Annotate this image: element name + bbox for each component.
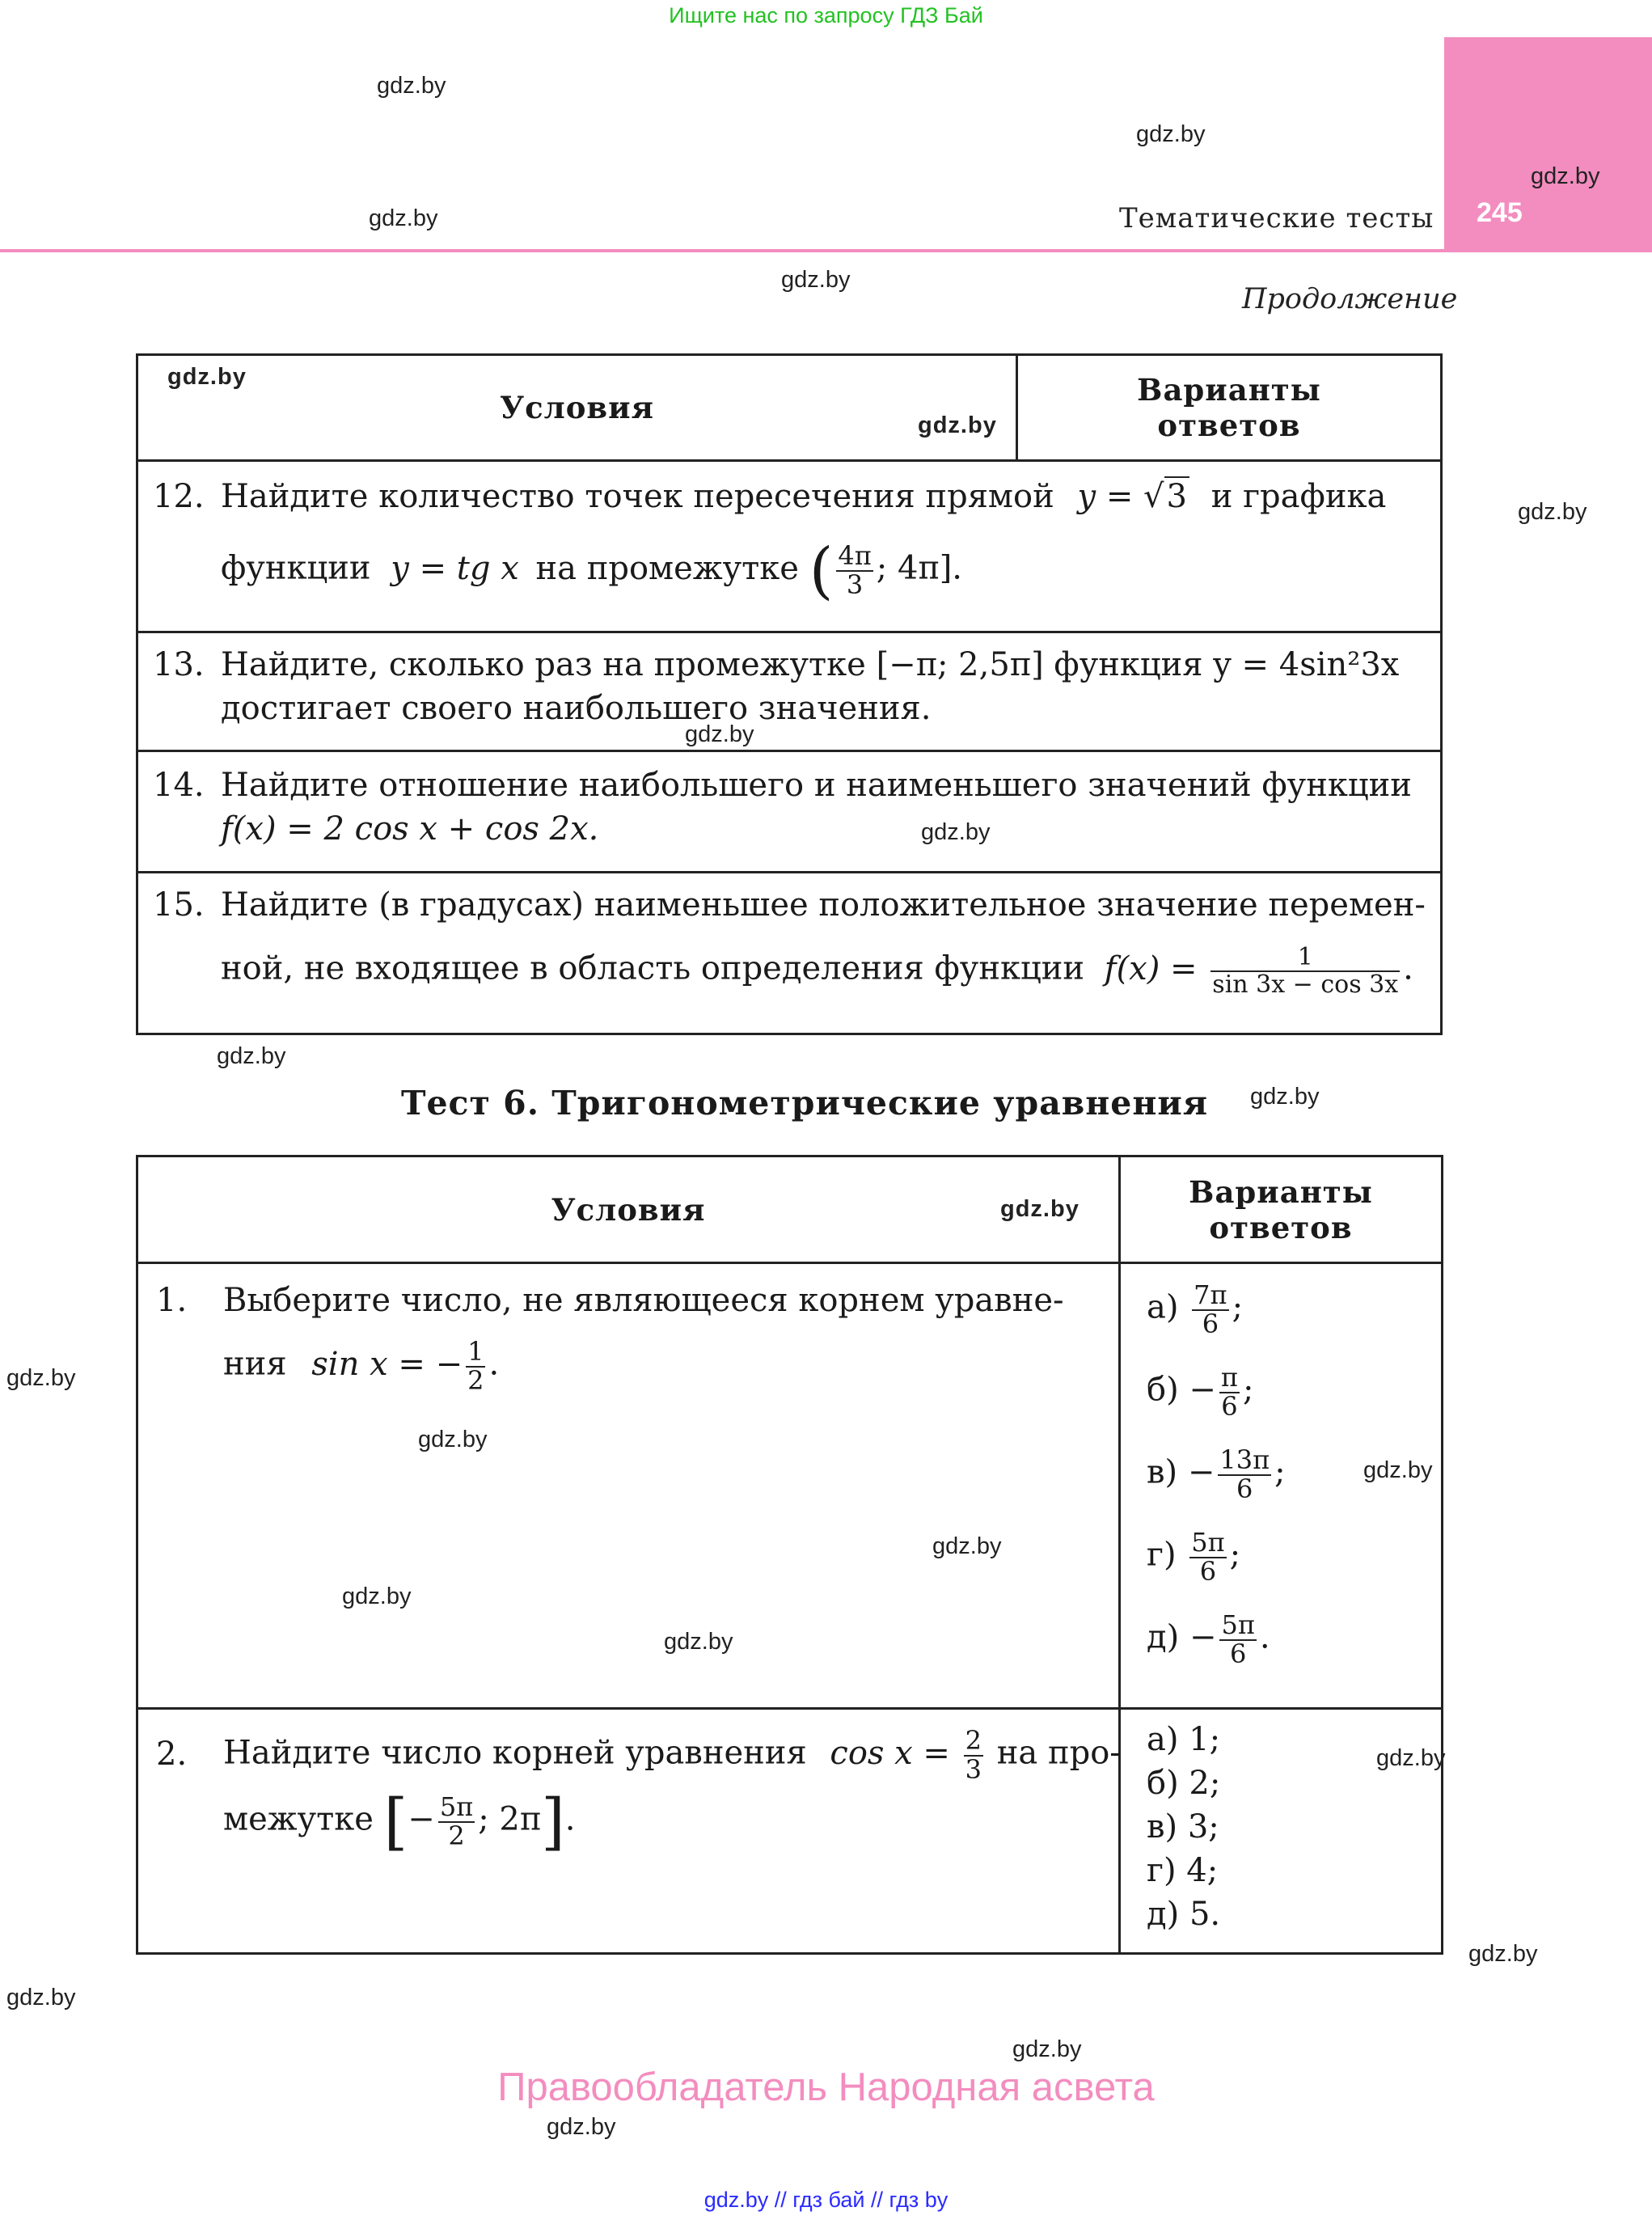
header-conditions (137, 1156, 1120, 1263)
frac-denominator: sin 3x − cos 3x (1212, 970, 1399, 999)
frac-denominator: 2 (467, 1364, 484, 1396)
watermark: gdz.by (547, 2114, 616, 2140)
interval-sign: − (408, 1800, 435, 1838)
option-label: в) (1147, 1453, 1178, 1491)
question-line (223, 1727, 1121, 1783)
top-banner: Ищите нас по запросу ГДЗ Бай (669, 3, 983, 27)
watermark: gdz.by (685, 721, 754, 747)
option-sign: − (1189, 1618, 1217, 1656)
answer-option[interactable]: г) 4; (1147, 1852, 1219, 1889)
answer-options-cell (1120, 1263, 1443, 1709)
watermark: gdz.by (1376, 1745, 1446, 1771)
frac-numerator: 2 (965, 1725, 982, 1756)
header-answers-line1: Варианты (1137, 372, 1321, 408)
watermark: gdz.by (418, 1427, 488, 1452)
open-bracket: [ (383, 1785, 408, 1858)
question-text: Найдите отношение наибольшего и наименьшего значений функции (221, 767, 1412, 804)
frac-numerator: 5π (1191, 1527, 1225, 1558)
answer-option[interactable] (1147, 1609, 1270, 1669)
frac-denominator: 2 (448, 1820, 465, 1851)
answer-option[interactable]: д) 5. (1147, 1896, 1221, 1933)
equation-end: . (564, 1800, 576, 1838)
interval-end: ]. (939, 549, 963, 587)
equation: y = (1077, 478, 1144, 515)
option-end: ; (1242, 1371, 1254, 1409)
option-end: ; (1274, 1453, 1286, 1491)
sqrt-sign: √ (1143, 478, 1164, 515)
question-text: функции (221, 549, 371, 587)
watermark: gdz.by (342, 1583, 412, 1609)
equation: f(x) = (1104, 949, 1208, 987)
question-text: ной, не входящее в область определения функции (221, 949, 1085, 987)
question-text: ния (223, 1345, 287, 1383)
frac-denominator: 6 (1199, 1555, 1217, 1587)
watermark: gdz.by (6, 1365, 76, 1391)
question-line (221, 945, 1413, 997)
option-label: г) (1147, 1536, 1177, 1574)
watermark: gdz.by (921, 819, 991, 845)
table-continuation (136, 353, 1443, 1035)
frac-numerator: 5π (1221, 1609, 1255, 1640)
header-conditions-label: Условия (551, 1191, 706, 1228)
header-answers-line2: ответов (1209, 1209, 1353, 1245)
question-text: на промежутке (535, 549, 799, 587)
watermark: gdz.by (918, 412, 997, 438)
answer-options-cell (1120, 1709, 1446, 1954)
watermark: gdz.by (1531, 163, 1600, 189)
question-cell (137, 1263, 1120, 1709)
header-answers-line2: ответов (1157, 408, 1301, 443)
question-text: Найдите число корней уравнения (223, 1734, 807, 1772)
watermark: gdz.by (1363, 1457, 1433, 1483)
watermark: gdz.by (1468, 1941, 1538, 1967)
frac-numerator: 1 (1210, 945, 1400, 972)
answer-option[interactable]: в) 3; (1147, 1808, 1219, 1846)
equation: sin x = − (311, 1345, 463, 1383)
frac-denominator: 3 (846, 569, 864, 600)
question-line (223, 1338, 499, 1394)
question-text: Найдите (в градусах) наименьшее положительное значение перемен- (221, 886, 1426, 924)
question-number: 14. (153, 767, 205, 804)
option-sign: − (1189, 1371, 1216, 1409)
running-title: Тематические тесты (1119, 202, 1434, 235)
question-line (221, 475, 1386, 518)
frac-numerator: 4π (838, 540, 872, 571)
header-answers (1017, 355, 1442, 461)
equation-end: . (488, 1345, 500, 1383)
equation: f(x) = 2 cos x + cos 2x. (221, 810, 599, 848)
interval-right: ; 4π (876, 549, 940, 587)
equation: y = tg x (391, 549, 519, 587)
question-text: и графика (1210, 478, 1387, 515)
frac-denominator: 6 (1236, 1473, 1253, 1504)
option-sign: − (1187, 1453, 1215, 1491)
question-row (137, 751, 1442, 873)
question-number: 15. (153, 886, 205, 924)
question-cell (137, 1709, 1120, 1954)
question-text: достигает своего наибольшего значения. (221, 690, 932, 727)
option-label: б) (1147, 1371, 1179, 1409)
interval-right: ; 2π (478, 1800, 542, 1838)
header-conditions (137, 355, 1017, 461)
question-text: Найдите, сколько раз на промежутке [−π; 2,5π] функция y = 4sin²3x (221, 646, 1400, 683)
frac-denominator: 3 (965, 1753, 982, 1785)
answer-option[interactable] (1147, 1364, 1253, 1420)
watermark: gdz.by (6, 1985, 76, 2010)
watermark: gdz.by (1012, 2036, 1082, 2062)
option-label: д) (1147, 1618, 1180, 1656)
header-rule (0, 249, 1447, 252)
question-text: Найдите количество точек пересечения прямой (221, 478, 1054, 515)
header-answers (1120, 1156, 1443, 1263)
answer-option[interactable]: а) 1; (1147, 1721, 1221, 1758)
watermark: gdz.by (664, 1629, 733, 1655)
question-number: 12. (153, 478, 205, 515)
close-bracket: ] (541, 1785, 565, 1858)
frac-denominator: 6 (1221, 1390, 1238, 1422)
frac-denominator: 6 (1229, 1638, 1247, 1669)
answer-option[interactable] (1147, 1529, 1240, 1585)
watermark: gdz.by (377, 73, 446, 99)
header-answers-line1: Варианты (1189, 1173, 1373, 1210)
watermark: gdz.by (1136, 121, 1206, 147)
frac-numerator: 7π (1194, 1279, 1227, 1310)
option-end: ; (1232, 1288, 1244, 1326)
option-end: ; (1229, 1536, 1241, 1574)
page-number: 245 (1477, 197, 1523, 228)
open-paren: ( (809, 534, 834, 607)
continuation-label: Продолжение (1242, 283, 1458, 315)
answer-option[interactable] (1147, 1279, 1244, 1339)
watermark: gdz.by (167, 364, 247, 390)
option-end: . (1259, 1618, 1270, 1656)
watermark: gdz.by (781, 267, 851, 293)
question-row (137, 632, 1442, 751)
watermark: gdz.by (217, 1043, 286, 1069)
watermark: gdz.by (932, 1533, 1002, 1559)
answer-option[interactable]: б) 2; (1147, 1765, 1221, 1802)
watermark: gdz.by (1000, 1196, 1080, 1222)
question-row (137, 873, 1442, 1034)
frac-numerator: 5π (439, 1791, 474, 1822)
question-number: 1. (156, 1282, 188, 1319)
frac-denominator: 6 (1202, 1308, 1219, 1339)
watermark: gdz.by (1518, 499, 1587, 525)
footer-links[interactable]: gdz.by // гдз бай // гдз by (703, 2188, 949, 2212)
answer-option[interactable] (1147, 1444, 1286, 1504)
question-text: на про- (996, 1734, 1121, 1772)
frac-numerator: π (1220, 1362, 1238, 1393)
sqrt-radicand: 3 (1164, 476, 1189, 515)
question-line (223, 1785, 576, 1858)
header-conditions-label: Условия (500, 390, 654, 425)
frac-numerator: 13π (1219, 1444, 1270, 1475)
frac-numerator: 1 (467, 1336, 484, 1367)
equation: cos x = (830, 1734, 961, 1772)
question-text: межутке (223, 1800, 374, 1838)
question-number: 13. (153, 646, 205, 683)
watermark: gdz.by (369, 205, 438, 231)
question-text: Выберите число, не являющееся корнем уравне- (223, 1282, 1064, 1319)
watermark: gdz.by (1250, 1084, 1320, 1110)
equation-end: . (1403, 949, 1413, 987)
page-corner-tab (1444, 37, 1652, 252)
question-number: 2. (156, 1736, 188, 1773)
question-line (221, 534, 963, 607)
option-label: а) (1147, 1288, 1179, 1326)
copyright-line: Правообладатель Народная асвета (497, 2065, 1155, 2109)
test-title: Тест 6. Тригонометрические уравнения (400, 1084, 1209, 1123)
table-test6 (136, 1155, 1446, 1955)
question-row (137, 461, 1442, 632)
